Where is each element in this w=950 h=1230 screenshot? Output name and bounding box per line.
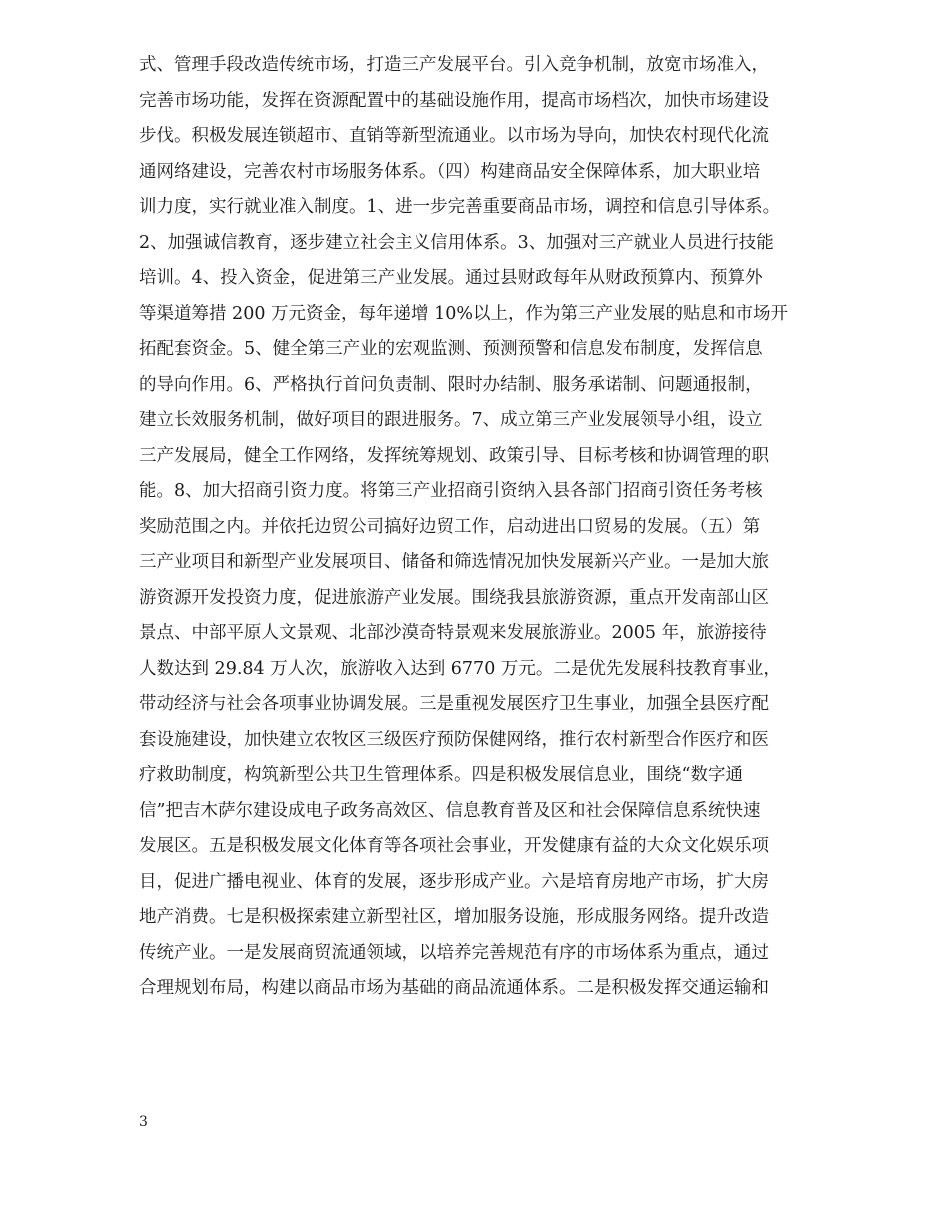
- text-line: 步伐。积极发展连锁超市、直销等新型流通业。以市场为导向，加快农村现代化流: [139, 126, 769, 146]
- text-line: 套设施建设，加快建立农牧区三级医疗预防保健网络，推行农村新型合作医疗和医: [139, 729, 769, 750]
- text-line: 三产发展局，健全工作网络，发挥统筹规划、政策引导、目标考核和协调管理的职: [139, 445, 769, 466]
- text-line: 的导向作用。6、严格执行首问负责制、限时办结制、服务承诺制、问题通报制，: [139, 374, 763, 395]
- text-line: 三产业项目和新型产业发展项目、储备和筛选情况加快发展新兴产业。一是加大旅: [139, 552, 769, 572]
- text-line: 传统产业。一是发展商贸流通领域，以培养完善规范有序的市场体系为重点，通过: [139, 942, 769, 963]
- text-line: 带动经济与社会各项事业协调发展。三是重视发展医疗卫生事业，加强全县医疗配: [139, 694, 769, 714]
- text-line: 地产消费。七是积极探索建立新型社区，增加服务设施，形成服务网络。提升改造: [139, 907, 769, 927]
- text-line: 通网络建设，完善农村市场服务体系。（四）构建商品安全保障体系，加大职业培: [139, 161, 761, 182]
- text-line: 2、加强诚信教育，逐步建立社会主义信用体系。3、加强对三产就业人员进行技能: [139, 232, 774, 253]
- text-line: 信”把吉木萨尔建设成电子政务高效区、信息教育普及区和社会保障信息系统快速: [139, 800, 761, 821]
- text-line: 人数达到 29.84 万人次，旅游收入达到 6770 万元。二是优先发展科技教育事业，: [139, 658, 781, 679]
- text-line: 完善市场功能，发挥在资源配置中的基础设施作用，提高市场档次，加快市场建设: [139, 90, 769, 111]
- text-line: 式、管理手段改造传统市场，打造三产发展平台。引入竞争机制，放宽市场准入，: [139, 55, 769, 75]
- text-line: 疗救助制度，构筑新型公共卫生管理体系。四是积极发展信息业，围绕“数字通: [139, 765, 743, 785]
- text-line: 拓配套资金。5、健全第三产业的宏观监测、预测预警和信息发布制度，发挥信息: [139, 339, 763, 359]
- text-line: 发展区。五是积极发展文化体育等各项社会事业，开发健康有益的大众文化娱乐项: [139, 836, 769, 856]
- page-number: 3: [139, 1114, 148, 1130]
- text-line: 游资源开发投资力度，促进旅游产业发展。围绕我县旅游资源，重点开发南部山区: [139, 587, 769, 608]
- text-line: 奖励范围之内。并依托边贸公司搞好边贸工作，启动进出口贸易的发展。（五）第: [139, 516, 761, 537]
- text-line: 等渠道筹措 200 万元资金，每年递增 10%以上，作为第三产业发展的贴息和市场开: [139, 303, 788, 324]
- text-line: 建立长效服务机制，做好项目的跟进服务。7、成立第三产业发展领导小组，设立: [139, 410, 763, 430]
- text-line: 培训。4、投入资金，促进第三产业发展。通过县财政每年从财政预算内、预算外: [139, 268, 763, 288]
- text-line: 能。8、加大招商引资力度。将第三产业招商引资纳入县各部门招商引资任务考核: [139, 481, 763, 501]
- text-line: 景点、中部平原人文景观、北部沙漠奇特景观来发展旅游业。2005 年，旅游接待: [139, 623, 767, 643]
- text-line: 目，促进广播电视业、体育的发展，逐步形成产业。六是培育房地产市场，扩大房: [139, 871, 769, 892]
- body-text: [139, 48, 829, 1007]
- text-line: 合理规划布局，构建以商品市场为基础的商品流通体系。二是积极发挥交通运输和: [139, 978, 769, 998]
- text-line: 训力度，实行就业准入制度。1、进一步完善重要商品市场，调控和信息引导体系。: [139, 197, 781, 217]
